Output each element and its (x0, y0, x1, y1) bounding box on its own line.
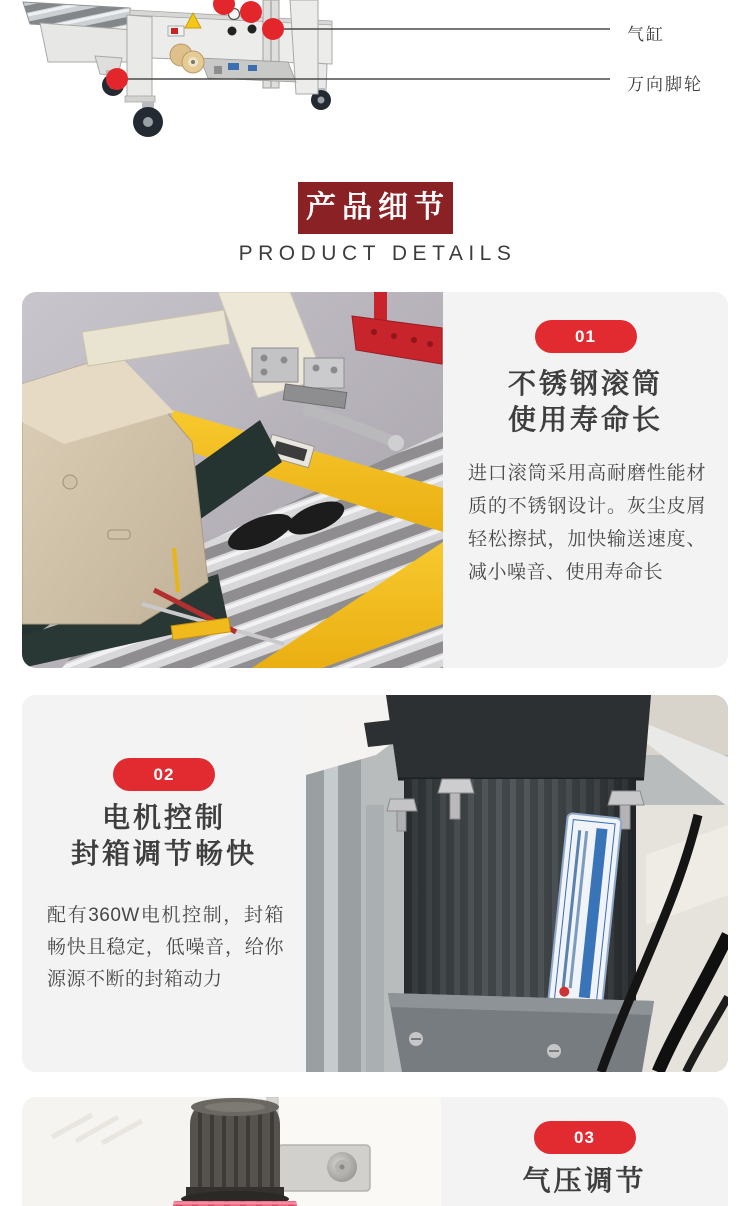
detail-description: 进口滚筒采用高耐磨性能材质的不锈钢设计。灰尘皮屑轻松擦拭，加快输送速度、减小噪音、使用寿命长 (468, 463, 706, 583)
callout-caster-wheel: 万向脚轮 (627, 75, 703, 94)
detail-card-02 (22, 695, 728, 1072)
number-badge: 02 (113, 758, 215, 791)
detail-panel-03 (441, 1097, 728, 1206)
title-line-2: 封箱调节畅快 (70, 838, 257, 869)
pressure-regulator-photo (22, 1097, 441, 1206)
detail-panel-01 (443, 292, 728, 668)
detail-card-01 (22, 292, 728, 668)
title-line-1: 不锈钢滚筒 (507, 368, 663, 399)
title-line-2: 使用寿命长 (507, 404, 663, 435)
detail-card-03 (22, 1097, 728, 1206)
motor-illustration (306, 695, 728, 1072)
detail-panel-02 (22, 695, 306, 1072)
stainless-steel-rollers-photo (22, 292, 443, 668)
detail-description: 配有360W电机控制，封箱畅快且稳定，低噪音，给你源源不断的封箱动力 (47, 905, 284, 990)
section-header (0, 182, 750, 264)
detail-title (22, 800, 306, 872)
hero-machine-figure (0, 0, 750, 140)
rollers-illustration (22, 292, 443, 668)
regulator-illustration (22, 1097, 441, 1206)
motor-photo (306, 695, 728, 1072)
detail-title (441, 1163, 728, 1199)
section-title-en: PRODUCT DETAILS (238, 242, 517, 265)
title-line-1: 电机控制 (101, 802, 226, 833)
section-title-cn: 产品细节 (298, 182, 453, 234)
title-line-1: 气压调节 (522, 1165, 647, 1196)
number-badge: 01 (535, 320, 637, 353)
detail-title (443, 366, 728, 438)
callout-air-cylinder: 气缸 (627, 25, 665, 44)
number-badge: 03 (534, 1121, 636, 1154)
